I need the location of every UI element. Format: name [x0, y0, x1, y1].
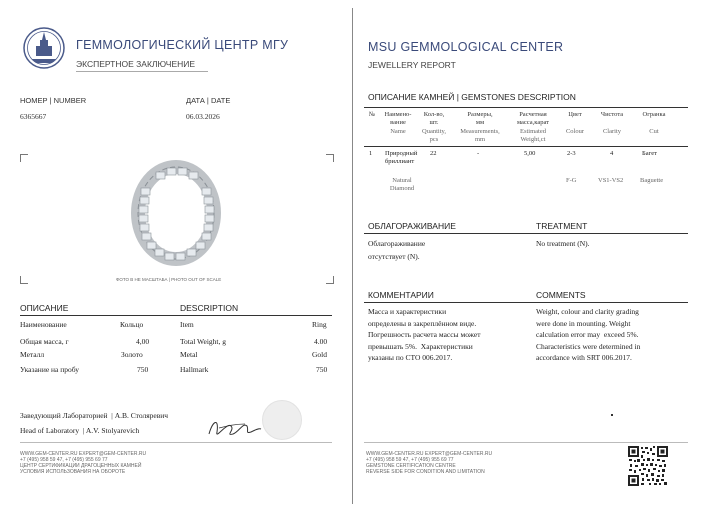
- comments-ru-text: Масса и характеристики определены в закреплённом виде. Погрешность расчета массы может превышать 5%. Характеристики указаны по СТО 006.2017.: [368, 307, 481, 362]
- comments-divider: [364, 302, 688, 303]
- gem-th-ru-2: Кол-во, шт.: [423, 111, 445, 126]
- gem-th-en-3: Measurements, mm: [460, 128, 500, 143]
- description-en-title: DESCRIPTION: [180, 303, 239, 313]
- desc-ru-value-1: 4,00: [136, 337, 150, 346]
- footer-left-line-1: +7 (495) 958 59 47, +7 (495) 955 69 77: [20, 457, 108, 463]
- photo-caption: ФОТО В НЕ МАСШТАБА | PHOTO OUT OF SCALE: [116, 277, 222, 282]
- footer-left-line-0: WWW.GEM-CENTER.RU EXPERT@GEM-CENTER.RU: [20, 451, 147, 457]
- gem-th-ru-5: Цвет: [568, 111, 582, 118]
- gem-table-header-line: [364, 146, 688, 147]
- gem-table-title: ОПИСАНИЕ КАМНЕЙ | GEMSTONES DESCRIPTION: [368, 92, 576, 102]
- gem-th-en-6: Clarity: [602, 128, 622, 135]
- desc-ru-value-3: 750: [137, 365, 149, 374]
- lab-seal: [262, 400, 302, 440]
- gem-th-ru-1: Наимено- вание: [384, 111, 412, 126]
- enhancement-en-title: TREATMENT: [536, 221, 588, 231]
- gem-th-en-1: Name: [390, 128, 406, 135]
- desc-en-label-1: Total Weight, g: [180, 337, 227, 346]
- desc-ru-value-2: Золото: [121, 350, 143, 359]
- gem-td-en-7: Baguette: [640, 177, 664, 184]
- desc-en-value-1: 4.00: [314, 337, 328, 346]
- gem-td-ru-4: 5,00: [524, 150, 536, 157]
- enhancement-ru-title: ОБЛАГОРАЖИВАНИЕ: [368, 221, 456, 231]
- comments-en-title: COMMENTS: [536, 290, 586, 300]
- desc-en-label-0: Item: [180, 320, 194, 329]
- gem-td-ru-7: Багет: [642, 150, 657, 157]
- center-divider: [352, 8, 353, 504]
- gem-th-en-2: Quantity, pcs: [422, 128, 446, 143]
- footer-right-line-2: GEMSTONE CERTIFICATION CENTRE: [366, 463, 456, 469]
- desc-en-label-3: Hallmark: [180, 365, 209, 374]
- right-footer-divider: [364, 442, 688, 443]
- ring-photo: [126, 158, 226, 268]
- en-header-title: MSU GEMMOLOGICAL CENTER: [368, 40, 564, 54]
- qr-code: [628, 446, 668, 486]
- gem-th-ru-0: №: [368, 111, 376, 118]
- comments-ru-title: КОММЕНТАРИИ: [368, 290, 434, 300]
- gem-td-ru-3: -: [477, 150, 480, 157]
- signature-divider: [20, 442, 332, 443]
- desc-ru-label-2: Металл: [20, 350, 45, 359]
- gem-td-en-1: Natural Diamond: [389, 177, 415, 192]
- date-label: ДАТА | DATE: [186, 96, 231, 105]
- enhancement-divider: [364, 233, 688, 234]
- comments-en-text: Weight, colour and clarity grading were done in mounting. Weight calculation error may exceed 5%. Characteristics were determined in accordance with SRT 006.2017.: [536, 307, 641, 362]
- desc-en-value-0: Ring: [312, 320, 327, 329]
- gem-th-ru-6: Чистота: [600, 111, 624, 118]
- description-divider: [20, 315, 332, 316]
- gem-th-ru-7: Огранка: [642, 111, 666, 118]
- msu-logo: [22, 26, 66, 70]
- gem-td-ru-0: 1: [369, 150, 373, 157]
- ru-header-divider: [76, 71, 208, 72]
- desc-ru-label-1: Общая масса, г: [20, 337, 69, 346]
- footer-left-line-3: УСЛОВИЯ ИСПОЛЬЗОВАНИЯ НА ОБОРОТЕ: [20, 469, 126, 475]
- gem-th-en-7: Cut: [649, 128, 659, 135]
- gem-td-en-6: VS1-VS2: [598, 177, 624, 184]
- gem-td-en-5: F-G: [566, 177, 577, 184]
- footer-right-line-0: WWW.GEM-CENTER.RU EXPERT@GEM-CENTER.RU: [366, 451, 493, 457]
- ru-header-title: ГЕММОЛОГИЧЕСКИЙ ЦЕНТР МГУ: [76, 38, 289, 52]
- desc-ru-label-0: Наименование: [20, 320, 67, 329]
- enhancement-en-text: No treatment (N).: [536, 239, 590, 248]
- ru-header-subtitle: ЭКСПЕРТНОЕ ЗАКЛЮЧЕНИЕ: [76, 59, 196, 69]
- description-ru-title: ОПИСАНИЕ: [20, 303, 69, 313]
- gem-th-en-5: Colour: [565, 128, 585, 135]
- signature-en: Head of Laboratory | A.V. Stolyarevich: [20, 426, 140, 435]
- enhancement-ru-text: Облагораживание отсутствует (N).: [368, 239, 426, 261]
- desc-ru-value-0: Кольцо: [120, 320, 144, 329]
- signature-ru: Заведующий Лабораторией | А.В. Столяревич: [20, 411, 169, 420]
- dot-mark: [611, 414, 613, 416]
- gem-th-ru-3: Размеры, мм: [467, 111, 493, 126]
- gem-td-ru-5: 2-3: [567, 150, 576, 157]
- desc-ru-label-3: Указание на пробу: [20, 365, 80, 374]
- desc-en-label-2: Metal: [180, 350, 198, 359]
- footer-left-line-2: ЦЕНТР СЕРТИФИКАЦИИ ДРАГОЦЕННЫХ КАМНЕЙ: [20, 463, 142, 469]
- gem-th-ru-4: Расчетная масса,карат: [516, 111, 550, 126]
- gem-td-ru-1: Природный бриллиант: [385, 150, 418, 165]
- number-label: НОМЕР | NUMBER: [20, 96, 87, 105]
- footer-right-line-3: REVERSE SIDE FOR CONDITION AND LIMITATION: [366, 469, 485, 475]
- gem-th-en-4: Estimated Weight,ct: [520, 128, 546, 143]
- gem-td-ru-2: 22: [430, 150, 437, 157]
- gem-table-top-line: [364, 107, 688, 108]
- desc-en-value-2: Gold: [312, 350, 327, 359]
- desc-en-value-3: 750: [316, 365, 328, 374]
- date-value: 06.03.2026: [186, 112, 220, 121]
- gem-td-ru-6: 4: [610, 150, 614, 157]
- handwritten-signature: [205, 412, 265, 442]
- en-header-subtitle: JEWELLERY REPORT: [368, 60, 456, 70]
- footer-right-line-1: +7 (495) 958 59 47, +7 (495) 955 69 77: [366, 457, 454, 463]
- number-value: 6365667: [20, 112, 47, 121]
